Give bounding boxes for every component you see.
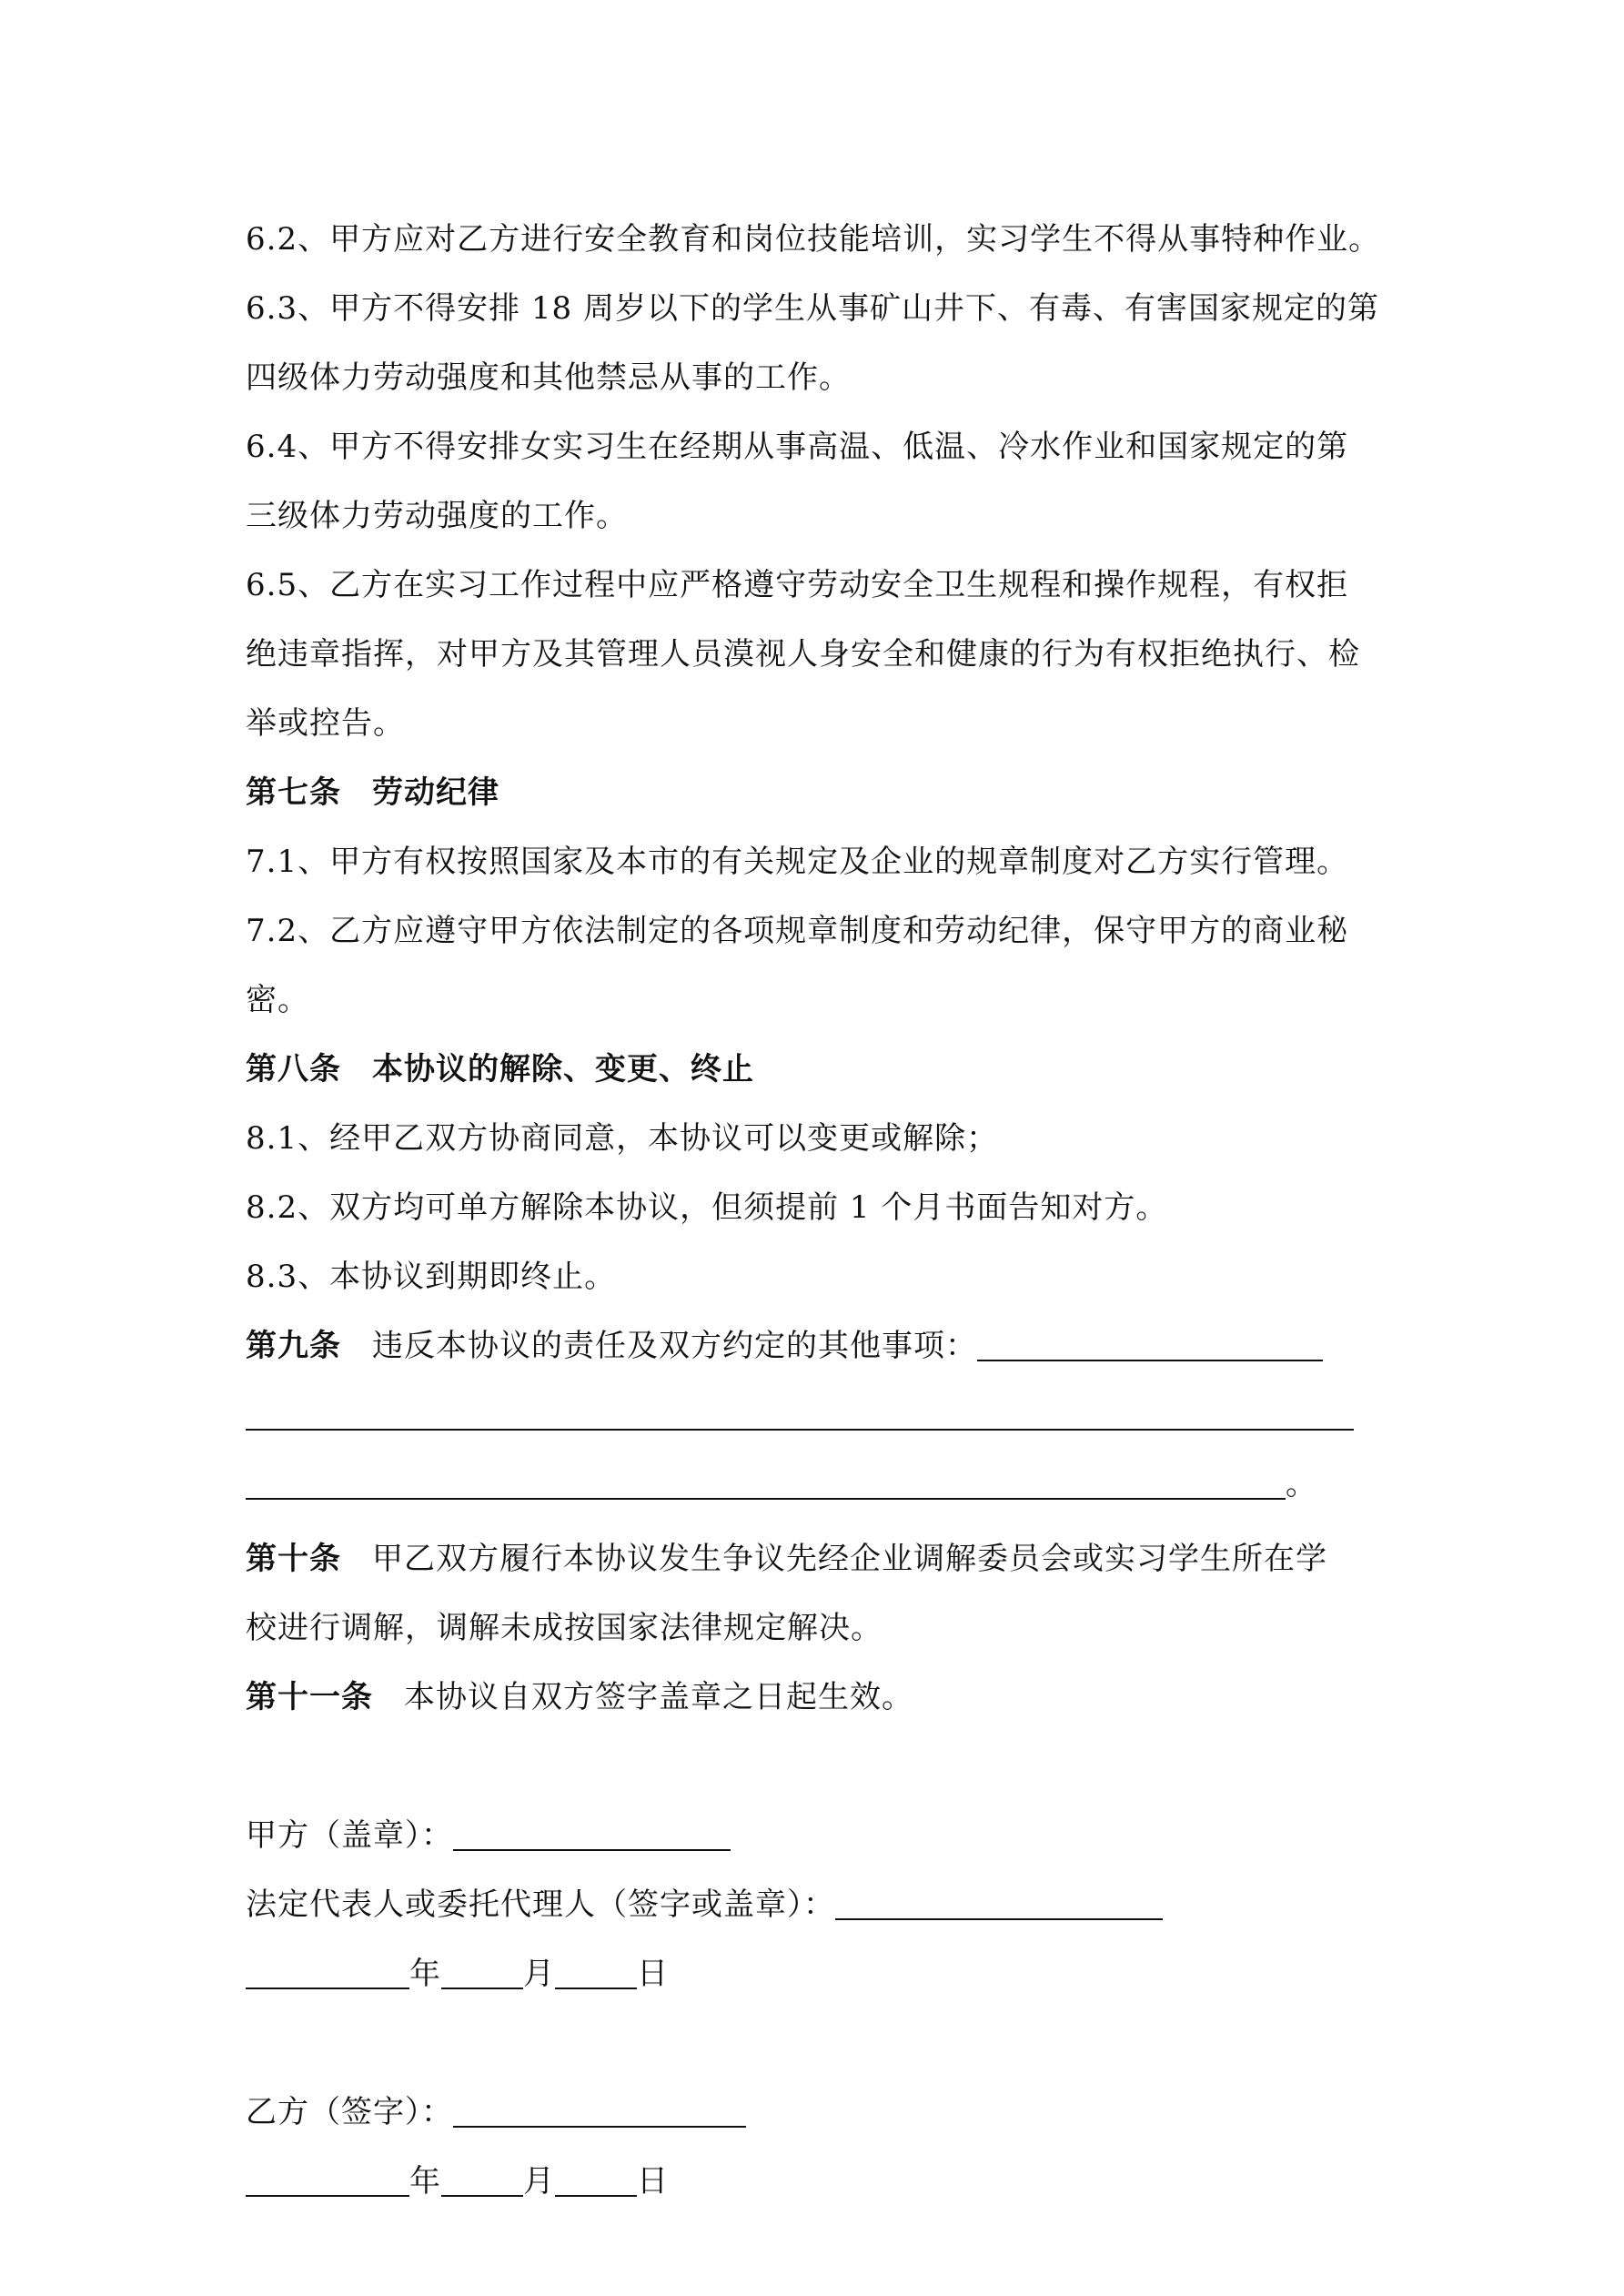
article-8-title: 本协议的解除、变更、终止	[372, 1051, 754, 1087]
article-11-number: 第十一条	[246, 1679, 373, 1715]
blank-space	[246, 2008, 1401, 2078]
article-9-number: 第九条	[246, 1328, 341, 1364]
party-a-month-field[interactable]	[441, 1957, 523, 1989]
article-9-blank-3[interactable]	[246, 1467, 1286, 1500]
party-b-label: 乙方（签字）：	[246, 2094, 453, 2130]
party-b-month-label: 月	[523, 2163, 555, 2200]
clause-6-3-line-1: 6.3、甲方不得安排 18 周岁以下的学生从事矿山井下、有毒、有害国家规定的第	[246, 290, 1379, 327]
clause-6-5-line-3: 举或控告。	[246, 705, 405, 742]
blank-space	[246, 1732, 1401, 1801]
party-b-signature-field[interactable]	[453, 2095, 746, 2128]
clause-6-4-line-2: 三级体力劳动强度的工作。	[246, 498, 628, 534]
clause-8-3: 8.3、本协议到期即终止。	[246, 1259, 617, 1295]
party-b-day-label: 日	[637, 2163, 669, 2200]
article-7-number: 第七条	[246, 774, 341, 811]
party-b-year-field[interactable]	[246, 2164, 409, 2197]
article-9-blank-2[interactable]	[246, 1398, 1354, 1431]
article-7-title: 劳动纪律	[372, 774, 499, 811]
article-8-heading	[246, 1035, 1401, 1104]
party-a-label: 甲方（盖章）：	[246, 1817, 453, 1854]
clause-8-1: 8.1、经甲乙双方协商同意，本协议可以变更或解除；	[246, 1120, 999, 1157]
party-b-date-line	[246, 2147, 1401, 2216]
article-9-blank-line-2	[246, 1381, 1401, 1450]
party-b-day-field[interactable]	[555, 2164, 637, 2197]
article-10-text-line-1: 甲乙双方履行本协议发生争议先经企业调解委员会或实习学生所在学	[372, 1541, 1327, 1577]
clause-6-2: 6.2、甲方应对乙方进行安全教育和岗位技能培训，实习学生不得从事特种作业。	[246, 221, 1381, 258]
representative-signature-line	[246, 1870, 1401, 1939]
party-b-year-label: 年	[409, 2163, 441, 2200]
clause-7-2-line-2: 密。	[246, 982, 309, 1018]
party-a-date-line	[246, 1939, 1401, 2008]
clause-6-5-line-1: 6.5、乙方在实习工作过程中应严格遵守劳动安全卫生规程和操作规程，有权拒	[246, 567, 1349, 603]
party-a-day-label: 日	[637, 1956, 669, 1992]
clause-7-2-line-1: 7.2、乙方应遵守甲方依法制定的各项规章制度和劳动纪律，保守甲方的商业秘	[246, 913, 1349, 949]
article-10-number: 第十条	[246, 1541, 341, 1577]
party-a-month-label: 月	[523, 1956, 555, 1992]
party-a-signature-line	[246, 1801, 1401, 1870]
article-11-text: 本协议自双方签字盖章之日起生效。	[404, 1679, 913, 1715]
clause-7-1: 7.1、甲方有权按照国家及本市的有关规定及企业的规章制度对乙方实行管理。	[246, 844, 1349, 880]
article-9-heading	[246, 1311, 1401, 1381]
party-a-day-field[interactable]	[555, 1957, 637, 1989]
article-9-blank-line-3	[246, 1450, 1401, 1519]
clause-6-5-line-2: 绝违章指挥，对甲方及其管理人员漠视人身安全和健康的行为有权拒绝执行、检	[246, 636, 1360, 673]
document-page	[246, 205, 1401, 2216]
clause-6-3-line-2: 四级体力劳动强度和其他禁忌从事的工作。	[246, 359, 851, 396]
article-10-heading	[246, 1524, 1401, 1593]
clause-8-2: 8.2、双方均可单方解除本协议，但须提前 1 个月书面告知对方。	[246, 1189, 1168, 1226]
article-11-heading	[246, 1663, 1401, 1732]
article-10-text-line-2: 校进行调解，调解未成按国家法律规定解决。	[246, 1610, 883, 1646]
article-9-end-mark: 。	[1286, 1466, 1317, 1502]
party-a-year-label: 年	[409, 1956, 441, 1992]
article-7-heading	[246, 758, 1401, 827]
clause-6-4-line-1: 6.4、甲方不得安排女实习生在经期从事高温、低温、冷水作业和国家规定的第	[246, 429, 1349, 465]
party-a-seal-field[interactable]	[453, 1818, 731, 1851]
representative-signature-field[interactable]	[835, 1887, 1163, 1920]
party-a-year-field[interactable]	[246, 1957, 409, 1989]
party-b-signature-line	[246, 2078, 1401, 2147]
article-8-number: 第八条	[246, 1051, 341, 1087]
article-9-text: 违反本协议的责任及双方约定的其他事项：	[372, 1328, 977, 1364]
party-b-month-field[interactable]	[441, 2164, 523, 2197]
article-9-blank-1[interactable]	[977, 1329, 1323, 1361]
representative-label: 法定代表人或委托代理人（签字或盖章）：	[246, 1886, 835, 1923]
